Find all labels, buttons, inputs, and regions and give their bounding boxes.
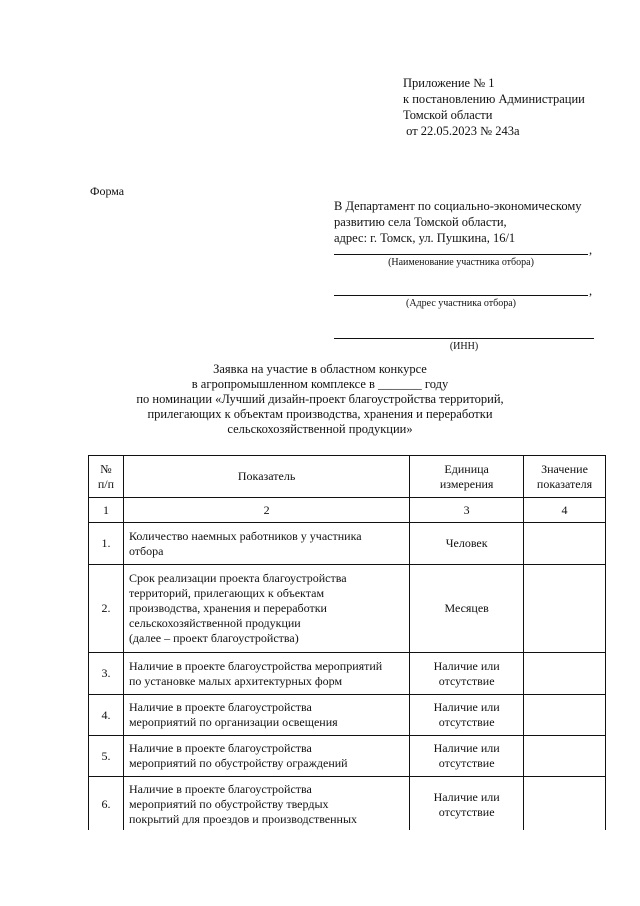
- row-indicator: Наличие в проекте благоустройства мероприятий по обустройству твердых покрытий для проездов и производственных: [123, 777, 409, 831]
- row-value[interactable]: [524, 777, 606, 831]
- row-unit: Наличие или отсутствие: [410, 695, 524, 736]
- column-number: 4: [524, 498, 606, 523]
- table-row: [89, 695, 606, 736]
- row-indicator: Наличие в проекте благоустройства мероприятий по установке малых архитектурных форм: [123, 653, 409, 695]
- row-unit: Человек: [410, 523, 524, 565]
- indicators-table: [88, 455, 606, 830]
- inn-caption: (ИНН): [449, 341, 479, 352]
- column-number: 1: [89, 498, 124, 523]
- column-number: 2: [123, 498, 409, 523]
- table-row: [89, 653, 606, 695]
- row-num: 2.: [89, 565, 124, 653]
- row-num: 6.: [89, 777, 124, 831]
- table-row: [89, 777, 606, 831]
- table-row: [89, 565, 606, 653]
- column-numbers-row: [89, 498, 606, 523]
- forma-label: Форма: [90, 184, 125, 198]
- comma: ,: [589, 284, 593, 298]
- addressee-line: адрес: г. Томск, ул. Пушкина, 16/1: [334, 231, 516, 245]
- row-indicator: Наличие в проекте благоустройства мероприятий по обустройству ограждений: [123, 736, 409, 777]
- row-value[interactable]: [524, 523, 606, 565]
- header-unit-text: Единица измерения: [439, 461, 494, 491]
- row-indicator: Наличие в проекте благоустройства мероприятий по организации освещения: [123, 695, 409, 736]
- column-number: 3: [410, 498, 524, 523]
- appendix-line: Томской области: [403, 108, 493, 122]
- row-unit: Наличие или отсутствие: [410, 777, 524, 831]
- row-indicator: Количество наемных работников у участника отбора: [123, 523, 409, 565]
- row-num: 3.: [89, 653, 124, 695]
- addressee-line: В Департамент по социально-экономическому: [334, 199, 582, 213]
- row-value[interactable]: [524, 653, 606, 695]
- table-header-row: [89, 456, 606, 498]
- row-value[interactable]: [524, 695, 606, 736]
- title-line: сельскохозяйственной продукции»: [227, 422, 413, 436]
- row-unit: Наличие или отсутствие: [410, 653, 524, 695]
- appendix-line: Приложение № 1: [403, 76, 495, 90]
- addressee-line: развитию села Томской области,: [334, 215, 507, 229]
- row-num: 5.: [89, 736, 124, 777]
- header-unit: [410, 456, 524, 498]
- row-num: 1.: [89, 523, 124, 565]
- appendix-line: к постановлению Администрации: [403, 92, 585, 106]
- header-num-text: № п/п: [97, 461, 115, 491]
- row-unit: Месяцев: [410, 565, 524, 653]
- header-num: [89, 456, 124, 498]
- comma: ,: [589, 243, 593, 257]
- table-row: [89, 523, 606, 565]
- header-indicator-text: Показатель: [237, 469, 296, 483]
- row-indicator: Срок реализации проекта благоустройства территорий, прилегающих к объектам производства, хранения и переработки сельскохозяйственной продукции (далее – проект благоустройства): [123, 565, 409, 653]
- table-row: [89, 736, 606, 777]
- header-indicator: [123, 456, 409, 498]
- title-line: прилегающих к объектам производства, хранения и переработки: [147, 407, 493, 421]
- row-value[interactable]: [524, 565, 606, 653]
- title-line: Заявка на участие в областном конкурсе: [213, 362, 427, 376]
- row-num: 4.: [89, 695, 124, 736]
- header-value: [524, 456, 606, 498]
- title-line: в агропромышленном комплексе в _______ году: [191, 377, 449, 391]
- row-unit: Наличие или отсутствие: [410, 736, 524, 777]
- title-line: по номинации «Лучший дизайн-проект благоустройства территорий,: [136, 392, 504, 406]
- appendix-line: от 22.05.2023 № 243а: [403, 124, 520, 138]
- participant-address-caption: (Адрес участника отбора): [406, 298, 516, 309]
- header-value-text: Значение показателя: [536, 461, 593, 491]
- participant-name-caption: (Наименование участника отбора): [388, 257, 534, 268]
- row-value[interactable]: [524, 736, 606, 777]
